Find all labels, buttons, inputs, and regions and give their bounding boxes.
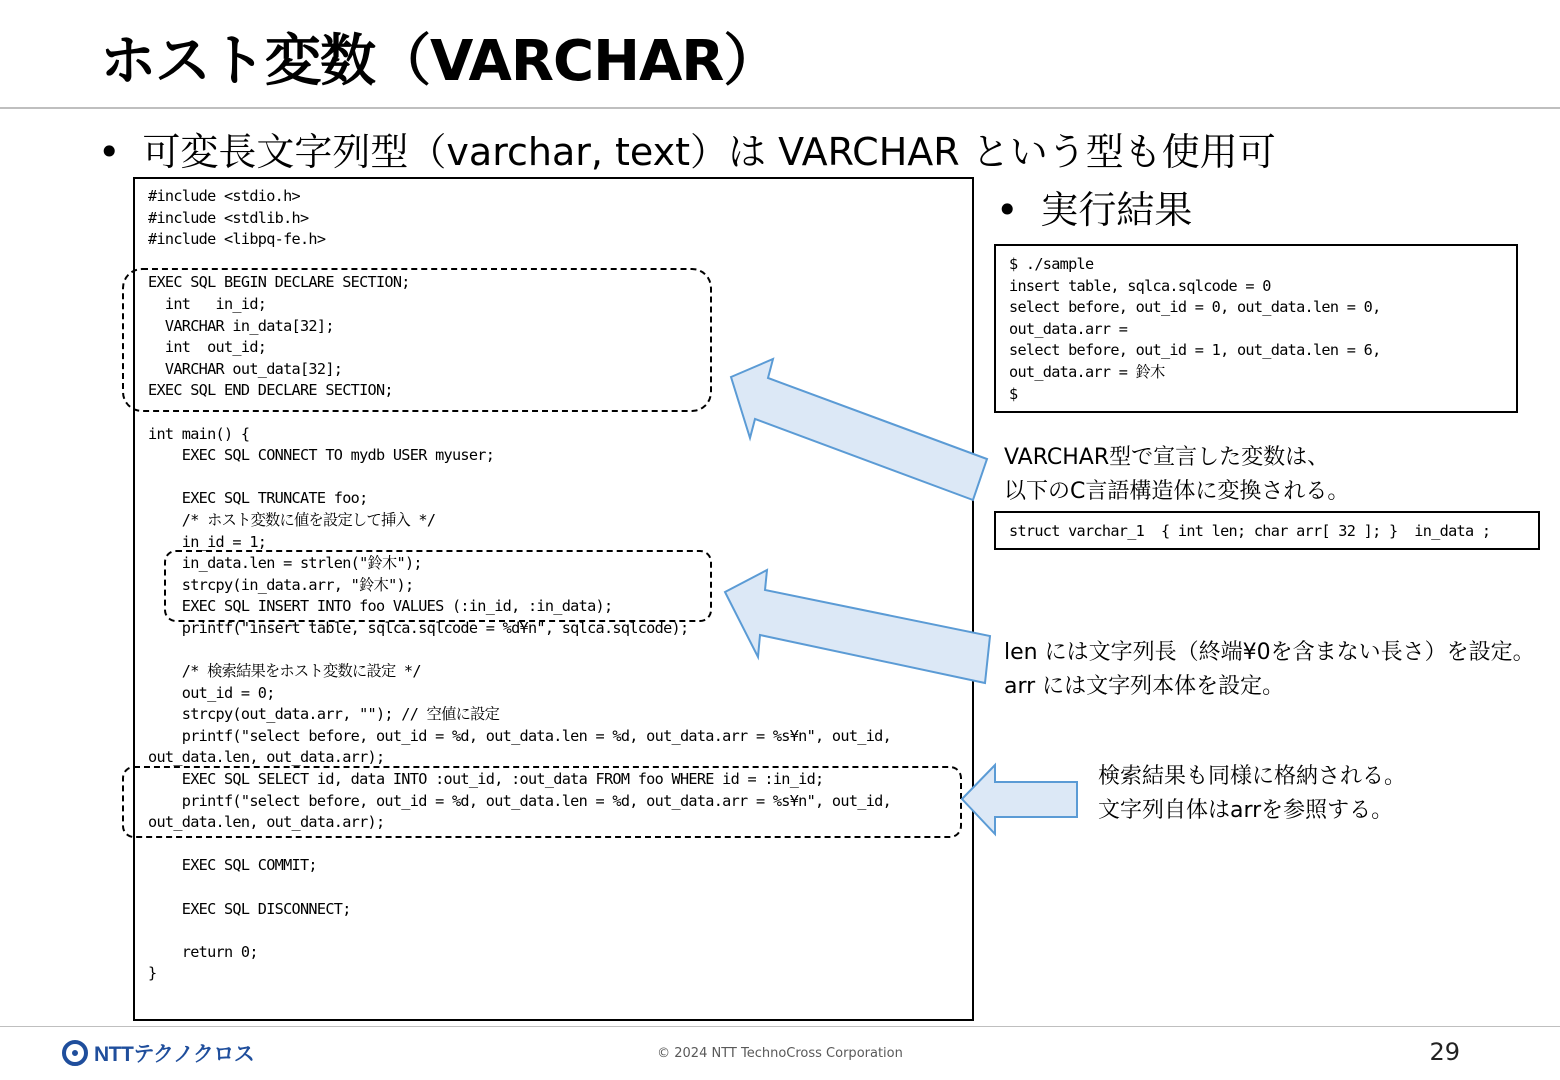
note-line: VARCHAR型で宣言した変数は、 xyxy=(1004,445,1330,470)
arrow-to-insert-code xyxy=(725,570,990,683)
code-listing: #include <stdio.h> #include <stdlib.h> #include <libpq-fe.h> EXEC SQL BEGIN DECLARE SECTION; int in_id; VARCHAR in_data[32]; int out_id; VARCHAR out_data[32]; EXEC SQL END DECLARE SECTION; int main() { EXEC SQL CONNECT TO mydb USER myuser; EXEC SQL TRUNCATE foo; /* ホスト変数に値を設定して挿入 */ in_id = 1; in_data.len = strlen("鈴木"); strcpy(in_data.arr, "鈴木"); EXEC SQL INSERT INTO foo VALUES (:in_id, :in_data); printf("insert table, sqlca.sqlcode = %d¥n", sqlca.sqlcode); /* 検索結果をホスト変数に設定 */ out_id = 0; strcpy(out_data.arr, ""); // 空値に設定 printf("select before, out_id = %d, out_data.len = %d, out_data.arr = %s¥n", out_id, out_data.len, out_data.arr); EXEC SQL SELECT id, data INTO :out_id, :out_data FROM foo WHERE id = :in_id; printf("select before, out_id = %d, out_data.len = %d, out_data.arr = %s¥n", out_id, out_data.len, out_data.arr); EXEC SQL COMMIT; EXEC SQL DISCONNECT; return 0; } xyxy=(148,187,892,983)
copyright: © 2024 NTT TechnoCross Corporation xyxy=(657,1046,903,1061)
note-line: 文字列自体はarrを参照する。 xyxy=(1098,798,1394,823)
note-line: 検索結果も同様に格納される。 xyxy=(1098,764,1407,789)
bullet-result-text: 実行結果 xyxy=(1040,188,1193,232)
bullet-main-text: 可変長文字列型（varchar, text）は VARCHAR という型も使用可 xyxy=(142,130,1276,174)
logo-text: NTTテクノクロス xyxy=(94,1043,255,1066)
note-line: len には文字列長（終端¥0を含まない長さ）を設定。 xyxy=(1004,640,1535,665)
bullet-dot: • xyxy=(996,188,1019,232)
arrow-to-declare-section xyxy=(731,359,987,500)
note-line: 以下のC言語構造体に変換される。 xyxy=(1004,479,1350,504)
note-line: arr には文字列本体を設定。 xyxy=(1004,674,1285,699)
page-number: 29 xyxy=(1429,1038,1460,1066)
arrow-to-select-code xyxy=(962,765,1077,834)
struct-definition: struct varchar_1 { int len; char arr[ 32 ]; } in_data ; xyxy=(1009,522,1491,540)
result-output: $ ./sample insert table, sqlca.sqlcode = 0 select before, out_id = 0, out_data.len = 0, out_data.arr = select before, out_id = 1, out_data.len = 6, out_data.arr = 鈴木 $ xyxy=(1009,255,1381,403)
bullet-dot: • xyxy=(98,130,121,174)
footer-divider xyxy=(0,1026,1560,1027)
slide-title: ホスト変数（VARCHAR） xyxy=(100,29,779,94)
